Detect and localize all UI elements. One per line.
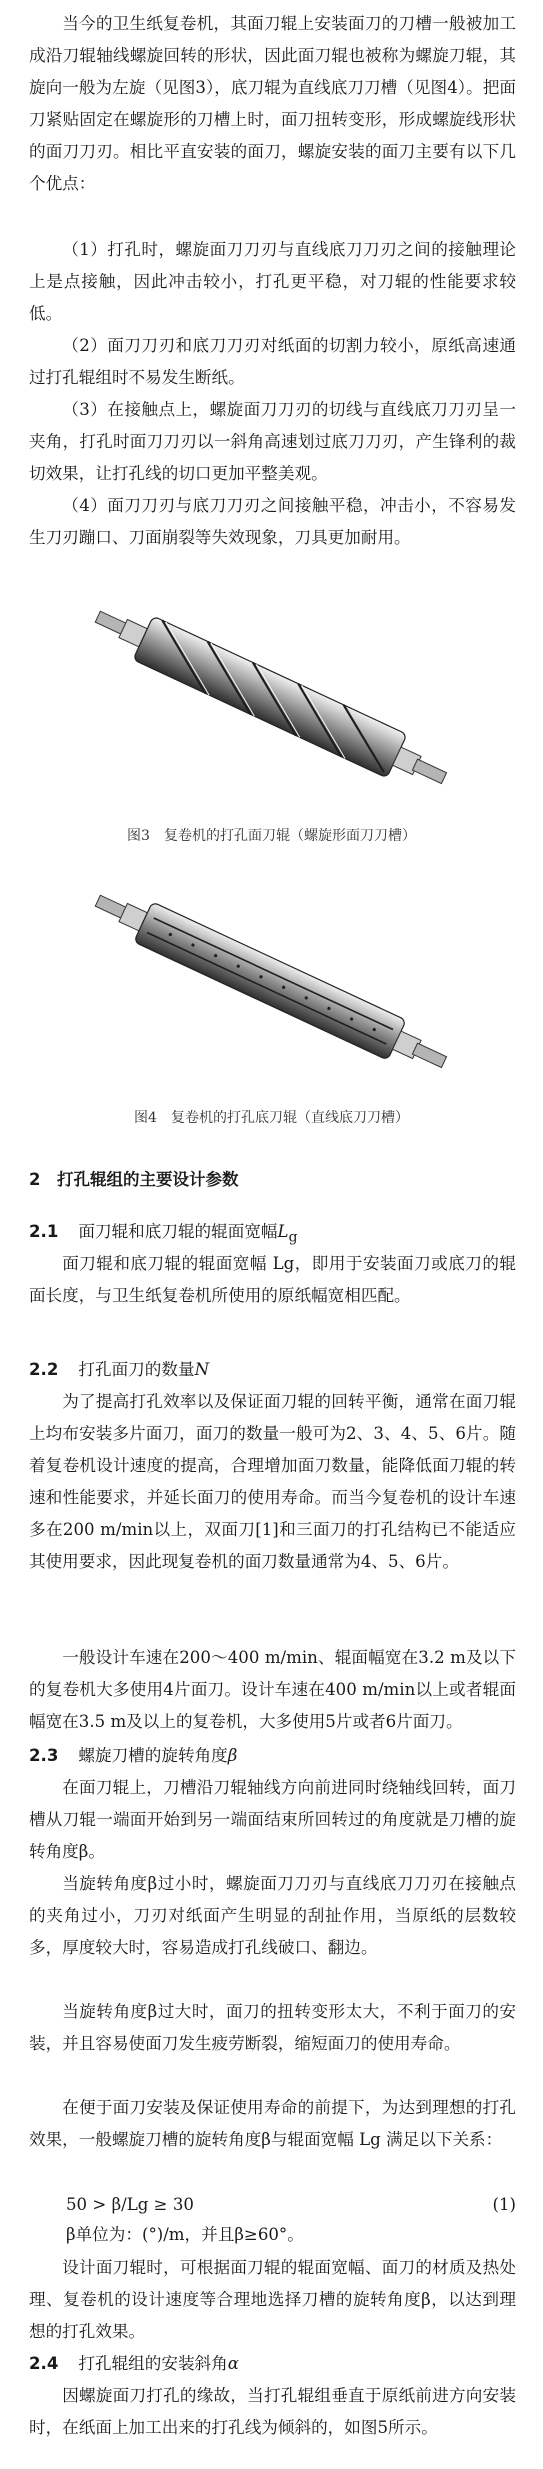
subsection-2-3-paragraph-5: 设计面刀辊时，可根据面刀辊的辊面宽幅、面刀的材质及热处理、复卷机的设计速度等合理地选择刀槽的旋转角度β，以达到理想的打孔效果。 bbox=[29, 2258, 516, 2341]
variable: α bbox=[227, 2354, 239, 2373]
subsection-number: 2.1 bbox=[29, 1222, 59, 1241]
subsection-2-3-paragraph-4: 在便于面刀安装及保证使用寿命的前提下，为达到理想的打孔效果，一般螺旋刀槽的旋转角度β与辊面宽幅 Lg 满足以下关系： bbox=[29, 2098, 516, 2149]
subsection-2-1-heading bbox=[29, 1218, 516, 1251]
figure-3-caption: 图3 复卷机的打孔面刀辊（螺旋形面刀刀槽） bbox=[127, 828, 416, 844]
advantage-1: （1）打孔时，螺旋面刀刀刃与直线底刀刀刃之间的接触理论上是点接触，因此冲击较小，打孔更平稳，对刀辊的性能要求较低。 bbox=[29, 240, 516, 323]
subsection-title: 打孔辊组的安装斜角 bbox=[78, 2354, 228, 2373]
straight-roll-illustration bbox=[80, 866, 460, 1096]
subsection-2-2-paragraph-1: 为了提高打孔效率以及保证面刀辊的回转平衡，通常在面刀辊上均布安装多片面刀，面刀的数量一般可为2、3、4、5、6片。随着复卷机设计速度的提高，合理增加面刀数量，能降低面刀辊的转速和性能要求，并延长面刀的使用寿命。而当今复卷机的设计车速多在200 m/min以上，双面刀[1]和三面刀的打孔结构已不能适应其使用要求，因此现复卷机的面刀数量通常为4、5、6片。 bbox=[29, 1392, 516, 1571]
subsection-2-2-heading bbox=[29, 1356, 516, 1384]
subsection-2-4-heading bbox=[29, 2350, 516, 2378]
subsection-title: 螺旋刀槽的旋转角度 bbox=[78, 1746, 228, 1765]
subsection-2-3-paragraph-1: 在面刀辊上，刀槽沿刀辊轴线方向前进同时绕轴线回转，面刀槽从刀辊一端面开始到另一端面结束所回转过的角度就是刀槽的旋转角度β。 bbox=[29, 1778, 516, 1861]
subsection-2-1-body: 面刀辊和底刀辊的辊面宽幅 Lg，即用于安装面刀或底刀的辊面长度，与卫生纸复卷机所使用的原纸幅宽相匹配。 bbox=[29, 1254, 516, 1305]
advantage-4: （4）面刀刀刃与底刀刀刃之间接触平稳，冲击小，不容易发生刀刃蹦口、刀面崩裂等失效现象，刀具更加耐用。 bbox=[29, 496, 516, 547]
subsection-2-4-paragraph-1: 因螺旋面刀打孔的缘故，当打孔辊组垂直于原纸前进方向安装时，在纸面上加工出来的打孔线为倾斜的，如图5所示。 bbox=[29, 2386, 516, 2437]
advantage-3: （3）在接触点上，螺旋面刀刀刃的切线与直线底刀刀刃呈一夹角，打孔时面刀刀刃以一斜角高速划过底刀刀刃，产生锋利的裁切效果，让打孔线的切口更加平整美观。 bbox=[29, 400, 516, 483]
subsection-title: 面刀辊和底刀辊的辊面宽幅 bbox=[78, 1222, 278, 1241]
subsection-number: 2.2 bbox=[29, 1360, 59, 1379]
subsection-2-3-paragraph-3: 当旋转角度β过大时，面刀的扭转变形太大，不利于面刀的安装，并且容易使面刀发生疲劳断裂，缩短面刀的使用寿命。 bbox=[29, 2002, 516, 2053]
variable: L bbox=[277, 1222, 289, 1241]
variable: N bbox=[194, 1360, 210, 1379]
subsection-2-3-heading bbox=[29, 1742, 516, 1770]
equation-number: (1) bbox=[492, 2195, 516, 2214]
subsection-number: 2.4 bbox=[29, 2354, 59, 2373]
subsection-title: 打孔面刀的数量 bbox=[78, 1360, 195, 1379]
figure-4-caption: 图4 复卷机的打孔底刀辊（直线底刀刀槽） bbox=[134, 1110, 409, 1126]
figure-4-straight-roll bbox=[80, 866, 460, 1096]
advantage-2: （2）面刀刀刃和底刀刀刃对纸面的切割力较小，原纸高速通过打孔辊组时不易发生断纸。 bbox=[29, 336, 516, 387]
section-2-heading: 2 打孔辊组的主要设计参数 bbox=[29, 1170, 239, 1189]
equation-1 bbox=[66, 2190, 516, 2220]
helical-roll-illustration bbox=[80, 582, 460, 812]
subsection-2-3-paragraph-2: 当旋转角度β过小时，螺旋面刀刀刃与直线底刀刀刃在接触点的夹角过小，刀刃对纸面产生明显的刮扯作用，当原纸的层数较多，厚度较大时，容易造成打孔线破口、翻边。 bbox=[29, 1874, 516, 1957]
variable: β bbox=[227, 1746, 238, 1765]
equation-unit-note: β单位为：(°)/m，并且β≥60°。 bbox=[66, 2225, 304, 2244]
equation-expression: 50 > β/Lg ≥ 30 bbox=[66, 2195, 194, 2214]
subsection-number: 2.3 bbox=[29, 1746, 59, 1765]
variable-subscript: g bbox=[288, 1229, 298, 1246]
intro-paragraph: 当今的卫生纸复卷机，其面刀辊上安装面刀的刀槽一般被加工成沿刀辊轴线螺旋回转的形状，因此面刀辊也被称为螺旋刀辊，其旋向一般为左旋（见图3），底刀辊为直线底刀刀槽（见图4）。把面刀紧贴固定在螺旋形的刀槽上时，面刀扭转变形，形成螺旋线形状的面刀刀刃。相比平直安装的面刀，螺旋安装的面刀主要有以下几个优点： bbox=[29, 14, 516, 193]
figure-3-helical-roll bbox=[80, 582, 460, 812]
subsection-2-2-paragraph-2: 一般设计车速在200～400 m/min、辊面幅宽在3.2 m及以下的复卷机大多使用4片面刀。设计车速在400 m/min以上或者辊面幅宽在3.5 m及以上的复卷机，大多使用5片或者6片面刀。 bbox=[29, 1648, 516, 1731]
